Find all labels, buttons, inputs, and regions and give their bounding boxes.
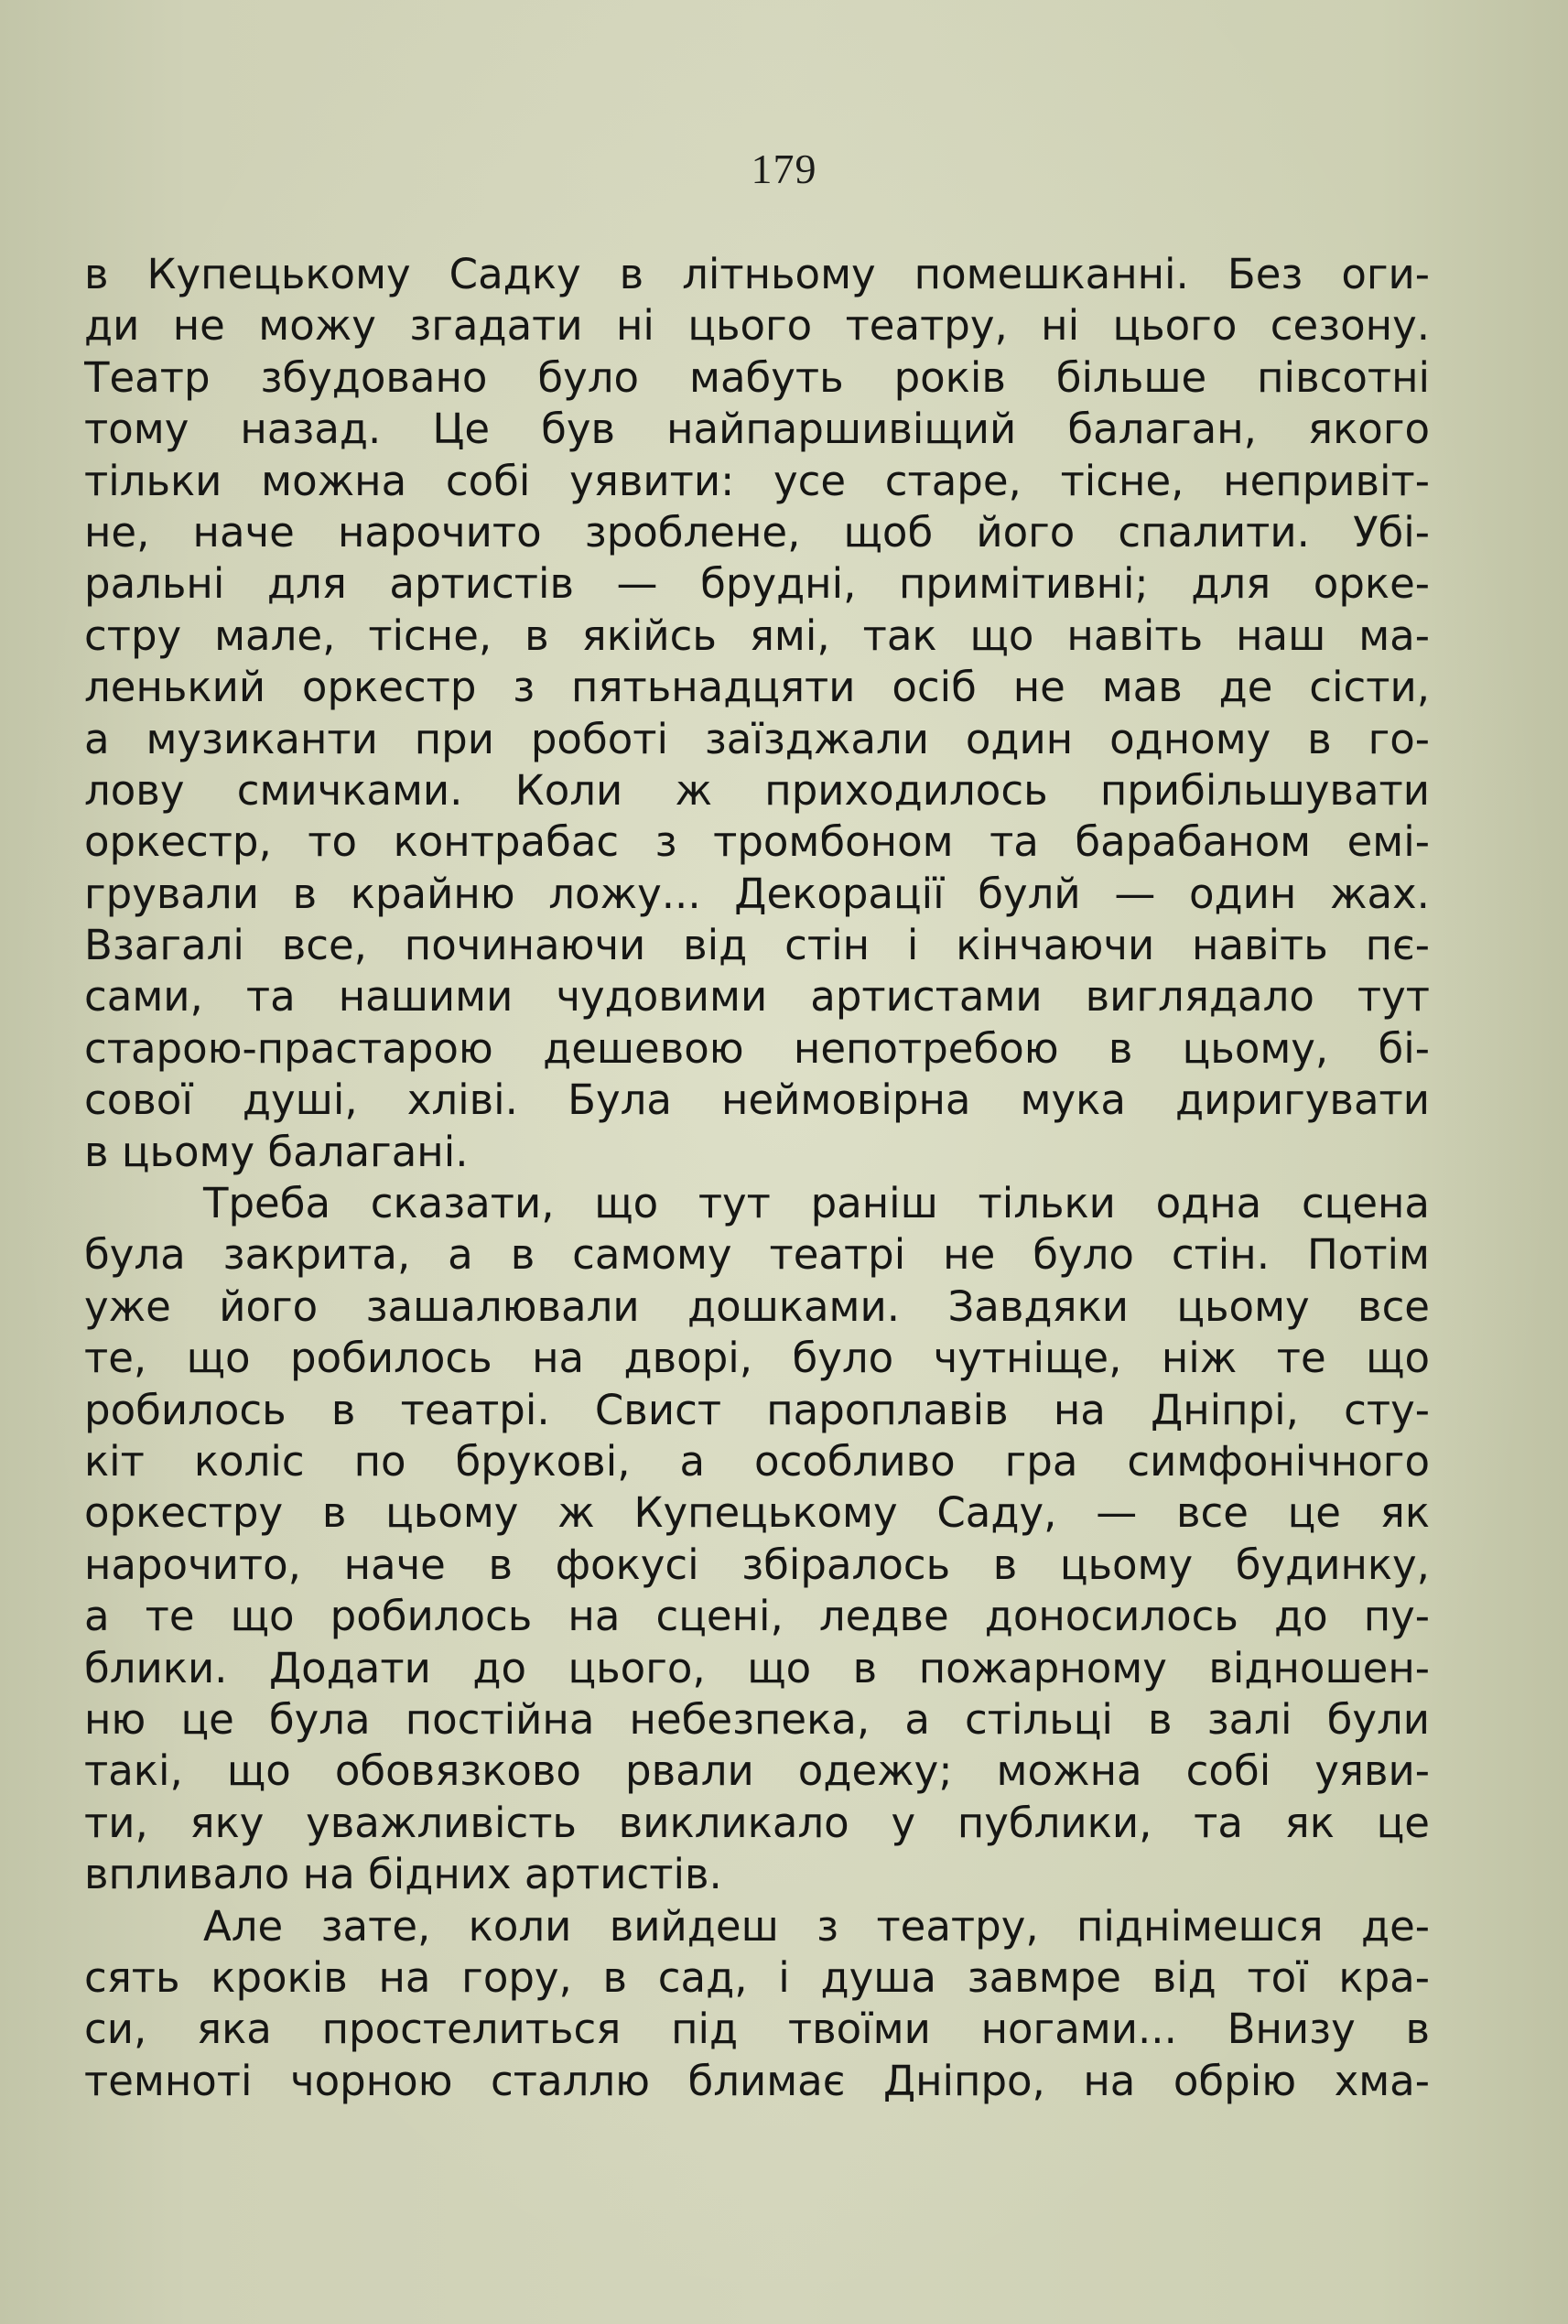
text-line: не, наче нарочито зроблене, щоб його спалити. Убі-	[84, 507, 1430, 557]
text-line: Але зате, коли вийдеш з театру, піднімешся де-	[203, 1901, 1430, 1951]
text-line: сами, та нашими чудовими артистами виглядало тут	[84, 972, 1430, 1021]
text-line: грували в крайню ложу... Декорації булй — один жах.	[84, 869, 1430, 918]
body-text	[84, 249, 1430, 2107]
text-line: си, яка простелиться під твоїми ногами... Внизу в	[84, 2005, 1430, 2054]
text-line: Взагалі все, починаючи від стін і кінчаючи навіть пє-	[84, 921, 1430, 970]
text-line: ню це була постійна небезпека, а стільці в залі були	[84, 1694, 1430, 1744]
text-line: робилось в театрі. Свист пароплавів на Дніпрі, сту-	[84, 1385, 1430, 1434]
paragraph	[84, 1901, 1430, 2108]
text-line: лову смичками. Коли ж приходилось прибільшувати	[84, 765, 1430, 815]
text-line: а те що робилось на сцені, ледве доносилось до пу-	[84, 1592, 1430, 1641]
text-line: оркестру в цьому ж Купецькому Саду, — все це як	[84, 1488, 1430, 1538]
text-line: нарочито, наче в фокусі збіралось в цьому будинку,	[84, 1540, 1430, 1589]
text-line: уже його зашалювали дошками. Завдяки цьому все	[84, 1281, 1430, 1331]
paragraph	[84, 249, 1430, 1178]
paragraph	[84, 1178, 1430, 1900]
text-line: стру мале, тісне, в якійсь ямі, так що навіть наш ма-	[84, 611, 1430, 660]
text-line: блики. Додати до цього, що в пожарному відношен-	[84, 1643, 1430, 1692]
text-line: ти, яку уважливість викликало у публики, та як це	[84, 1798, 1430, 1847]
page-number: 179	[751, 146, 817, 192]
text-line: ленький оркестр з пятьнадцяти осіб не мав де сісти,	[84, 663, 1430, 712]
text-line: сять кроків на гору, в сад, і душа завмре від тої кра-	[84, 1952, 1430, 2002]
text-line: ральні для артистів — брудні, примітивні; для орке-	[84, 559, 1430, 609]
text-line: те, що робилось на дворі, було чутніще, ніж те що	[84, 1334, 1430, 1383]
text-line: темноті чорною сталлю блимає Дніпро, на обрію хма-	[84, 2056, 1430, 2105]
text-line: а музиканти при роботі заїзджали один одному в го-	[84, 714, 1430, 763]
text-line: Треба сказати, що тут раніш тільки одна сцена	[203, 1179, 1430, 1228]
text-line: була закрита, а в самому театрі не було стін. Потім	[84, 1230, 1430, 1280]
text-line: такі, що обовязково рвали одежу; можна собі уяви-	[84, 1746, 1430, 1796]
text-line: в Купецькому Садку в літньому помешканні. Без оги-	[84, 250, 1430, 298]
text-line: тому назад. Це був найпаршивіщий балаган, якого	[84, 405, 1430, 454]
text-line: Театр збудовано було мабуть років більше півсотні	[84, 352, 1430, 402]
text-line: ди не можу згадати ні цього театру, ні цього сезону.	[84, 301, 1430, 351]
text-line: кіт коліс по брукові, а особливо гра симфонічного	[84, 1436, 1430, 1486]
text-line: старою-прастарою дешевою непотребою в цьому, бі-	[84, 1023, 1430, 1073]
text-line: оркестр, то контрабас з тромбоном та барабаном емі-	[84, 817, 1430, 867]
text-line: впливало на бідних артистів.	[84, 1850, 722, 1899]
text-line: сової душі, хліві. Була неймовірна мука диригувати	[84, 1076, 1430, 1125]
text-line: тільки можна собі уявити: усе старе, тісне, непривіт-	[84, 456, 1430, 505]
text-line: в цьому балагані.	[84, 1127, 469, 1176]
